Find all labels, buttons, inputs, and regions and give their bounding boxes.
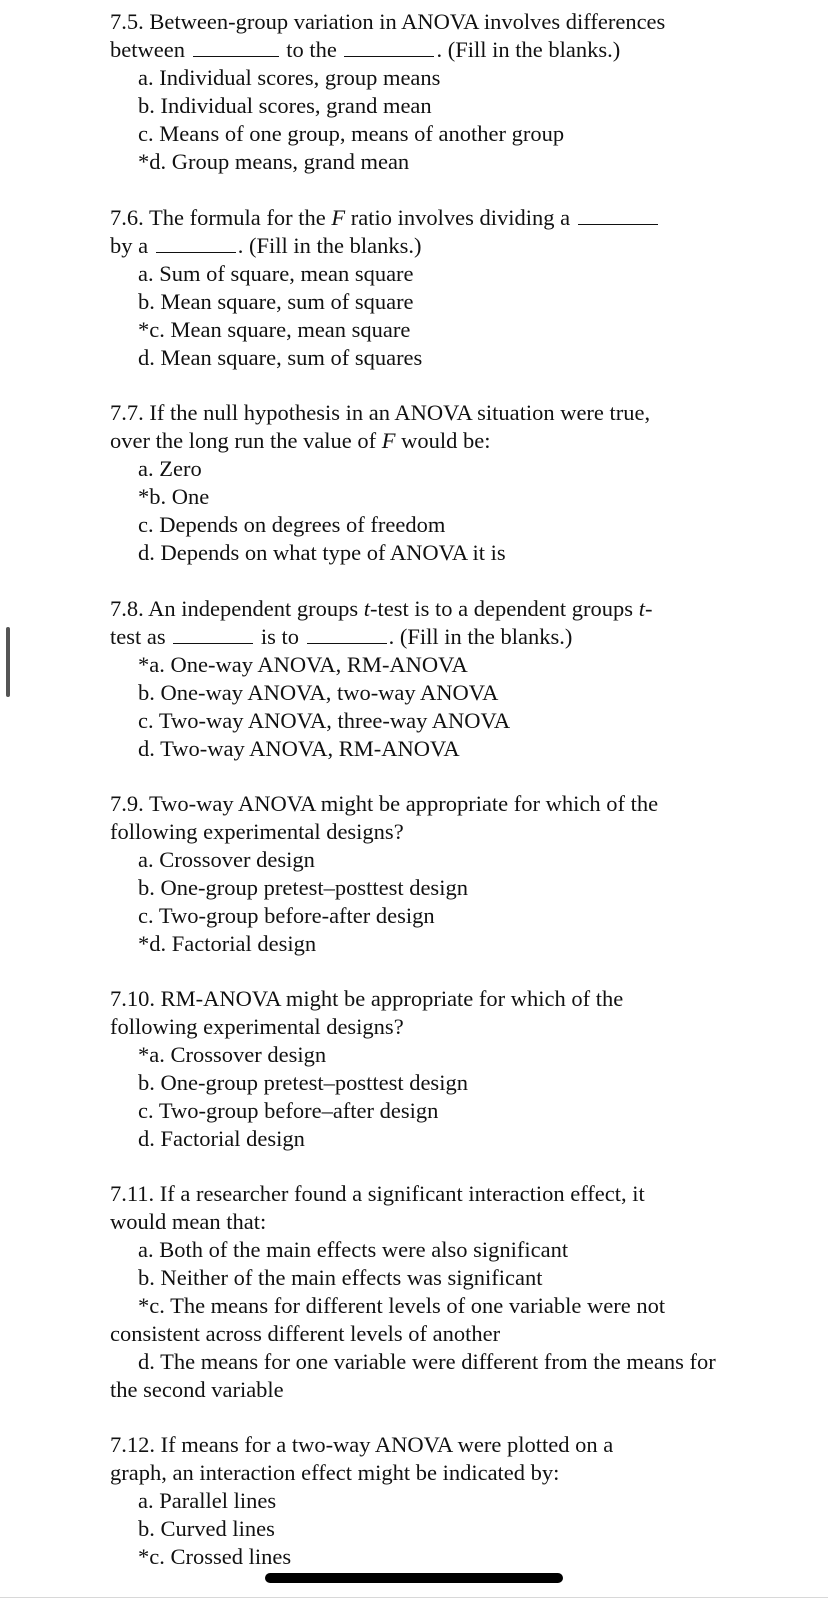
question-stem: 7.6. The formula for the F ratio involves dividing a	[110, 204, 720, 232]
question-stem: between to the . (Fill in the blanks.)	[110, 37, 621, 62]
question-7-8	[110, 595, 720, 763]
answer-option: b. One-way ANOVA, two-way ANOVA	[138, 680, 499, 705]
question-stem: 7.11. If a researcher found a significant interaction effect, it	[110, 1181, 645, 1206]
answer-option-correct: *b. One	[138, 484, 210, 509]
scrollbar[interactable]	[6, 627, 10, 697]
answer-option: c. Two-way ANOVA, three-way ANOVA	[138, 708, 511, 733]
question-stem: 7.10. RM-ANOVA might be appropriate for which of the	[110, 986, 624, 1011]
answer-option: b. Neither of the main effects was significant	[138, 1265, 543, 1290]
question-stem: would mean that:	[110, 1209, 267, 1234]
fill-blank	[307, 625, 387, 644]
home-indicator-bar[interactable]	[265, 1573, 563, 1583]
answer-option-correct: *c. Crossed lines	[138, 1544, 292, 1569]
answer-option: b. One-group pretest–posttest design	[138, 1070, 468, 1095]
answer-option-correct: *d. Factorial design	[138, 931, 317, 956]
question-stem: by a . (Fill in the blanks.)	[110, 233, 422, 258]
question-stem: test as is to . (Fill in the blanks.)	[110, 624, 573, 649]
fill-blank	[156, 234, 236, 253]
fill-blank	[578, 206, 658, 225]
question-7-12	[110, 1431, 720, 1571]
question-stem: over the long run the value of F would be:	[110, 428, 491, 453]
question-stem: following experimental designs?	[110, 819, 404, 844]
question-7-7	[110, 399, 720, 567]
answer-option-correct: *a. Crossover design	[138, 1042, 327, 1067]
answer-option-correct: *c. The means for different levels of one variable were not consistent across different levels of another	[110, 1293, 666, 1346]
answer-option: c. Depends on degrees of freedom	[138, 512, 446, 537]
answer-option-correct: *d. Group means, grand mean	[138, 149, 410, 174]
fill-blank	[193, 38, 279, 57]
question-stem: 7.7. If the null hypothesis in an ANOVA situation were true,	[110, 400, 651, 425]
answer-option: a. Both of the main effects were also significant	[138, 1237, 569, 1262]
answer-option: c. Means of one group, means of another group	[138, 121, 565, 146]
question-stem: 7.8. An independent groups t-test is to a dependent groups t-	[110, 596, 653, 621]
answer-option: b. Curved lines	[138, 1516, 275, 1541]
answer-option-correct: *c. Mean square, mean square	[138, 317, 411, 342]
answer-option: a. Parallel lines	[138, 1488, 277, 1513]
fill-blank	[173, 625, 253, 644]
question-7-9	[110, 790, 720, 958]
answer-option: b. Mean square, sum of square	[138, 289, 414, 314]
question-stem: 7.5. Between-group variation in ANOVA involves differences	[110, 9, 666, 34]
answer-option: d. Mean square, sum of squares	[138, 345, 423, 370]
answer-option: c. Two-group before–after design	[138, 1098, 439, 1123]
question-stem: graph, an interaction effect might be indicated by:	[110, 1460, 560, 1485]
answer-option: d. Depends on what type of ANOVA it is	[138, 540, 506, 565]
question-stem: 7.9. Two-way ANOVA might be appropriate for which of the	[110, 791, 659, 816]
answer-option: d. The means for one variable were different from the means for the second variable	[110, 1349, 716, 1402]
question-stem: following experimental designs?	[110, 1014, 404, 1039]
question-stem: 7.12. If means for a two-way ANOVA were plotted on a	[110, 1432, 614, 1457]
answer-option: a. Zero	[138, 456, 202, 481]
question-7-10	[110, 985, 720, 1153]
fill-blank	[344, 38, 434, 57]
answer-option: d. Factorial design	[138, 1126, 305, 1151]
answer-option: a. Sum of square, mean square	[138, 261, 414, 286]
answer-option: c. Two-group before-after design	[138, 903, 435, 928]
question-7-5	[110, 8, 720, 176]
question-7-6	[110, 204, 720, 372]
answer-option: a. Crossover design	[138, 847, 315, 872]
answer-option: b. Individual scores, grand mean	[138, 93, 432, 118]
answer-option: d. Two-way ANOVA, RM-ANOVA	[138, 736, 460, 761]
divider	[0, 1597, 828, 1598]
answer-option: b. One-group pretest–posttest design	[138, 875, 468, 900]
answer-option-correct: *a. One-way ANOVA, RM-ANOVA	[138, 652, 468, 677]
question-7-11	[110, 1180, 720, 1404]
answer-option: a. Individual scores, group means	[138, 65, 441, 90]
